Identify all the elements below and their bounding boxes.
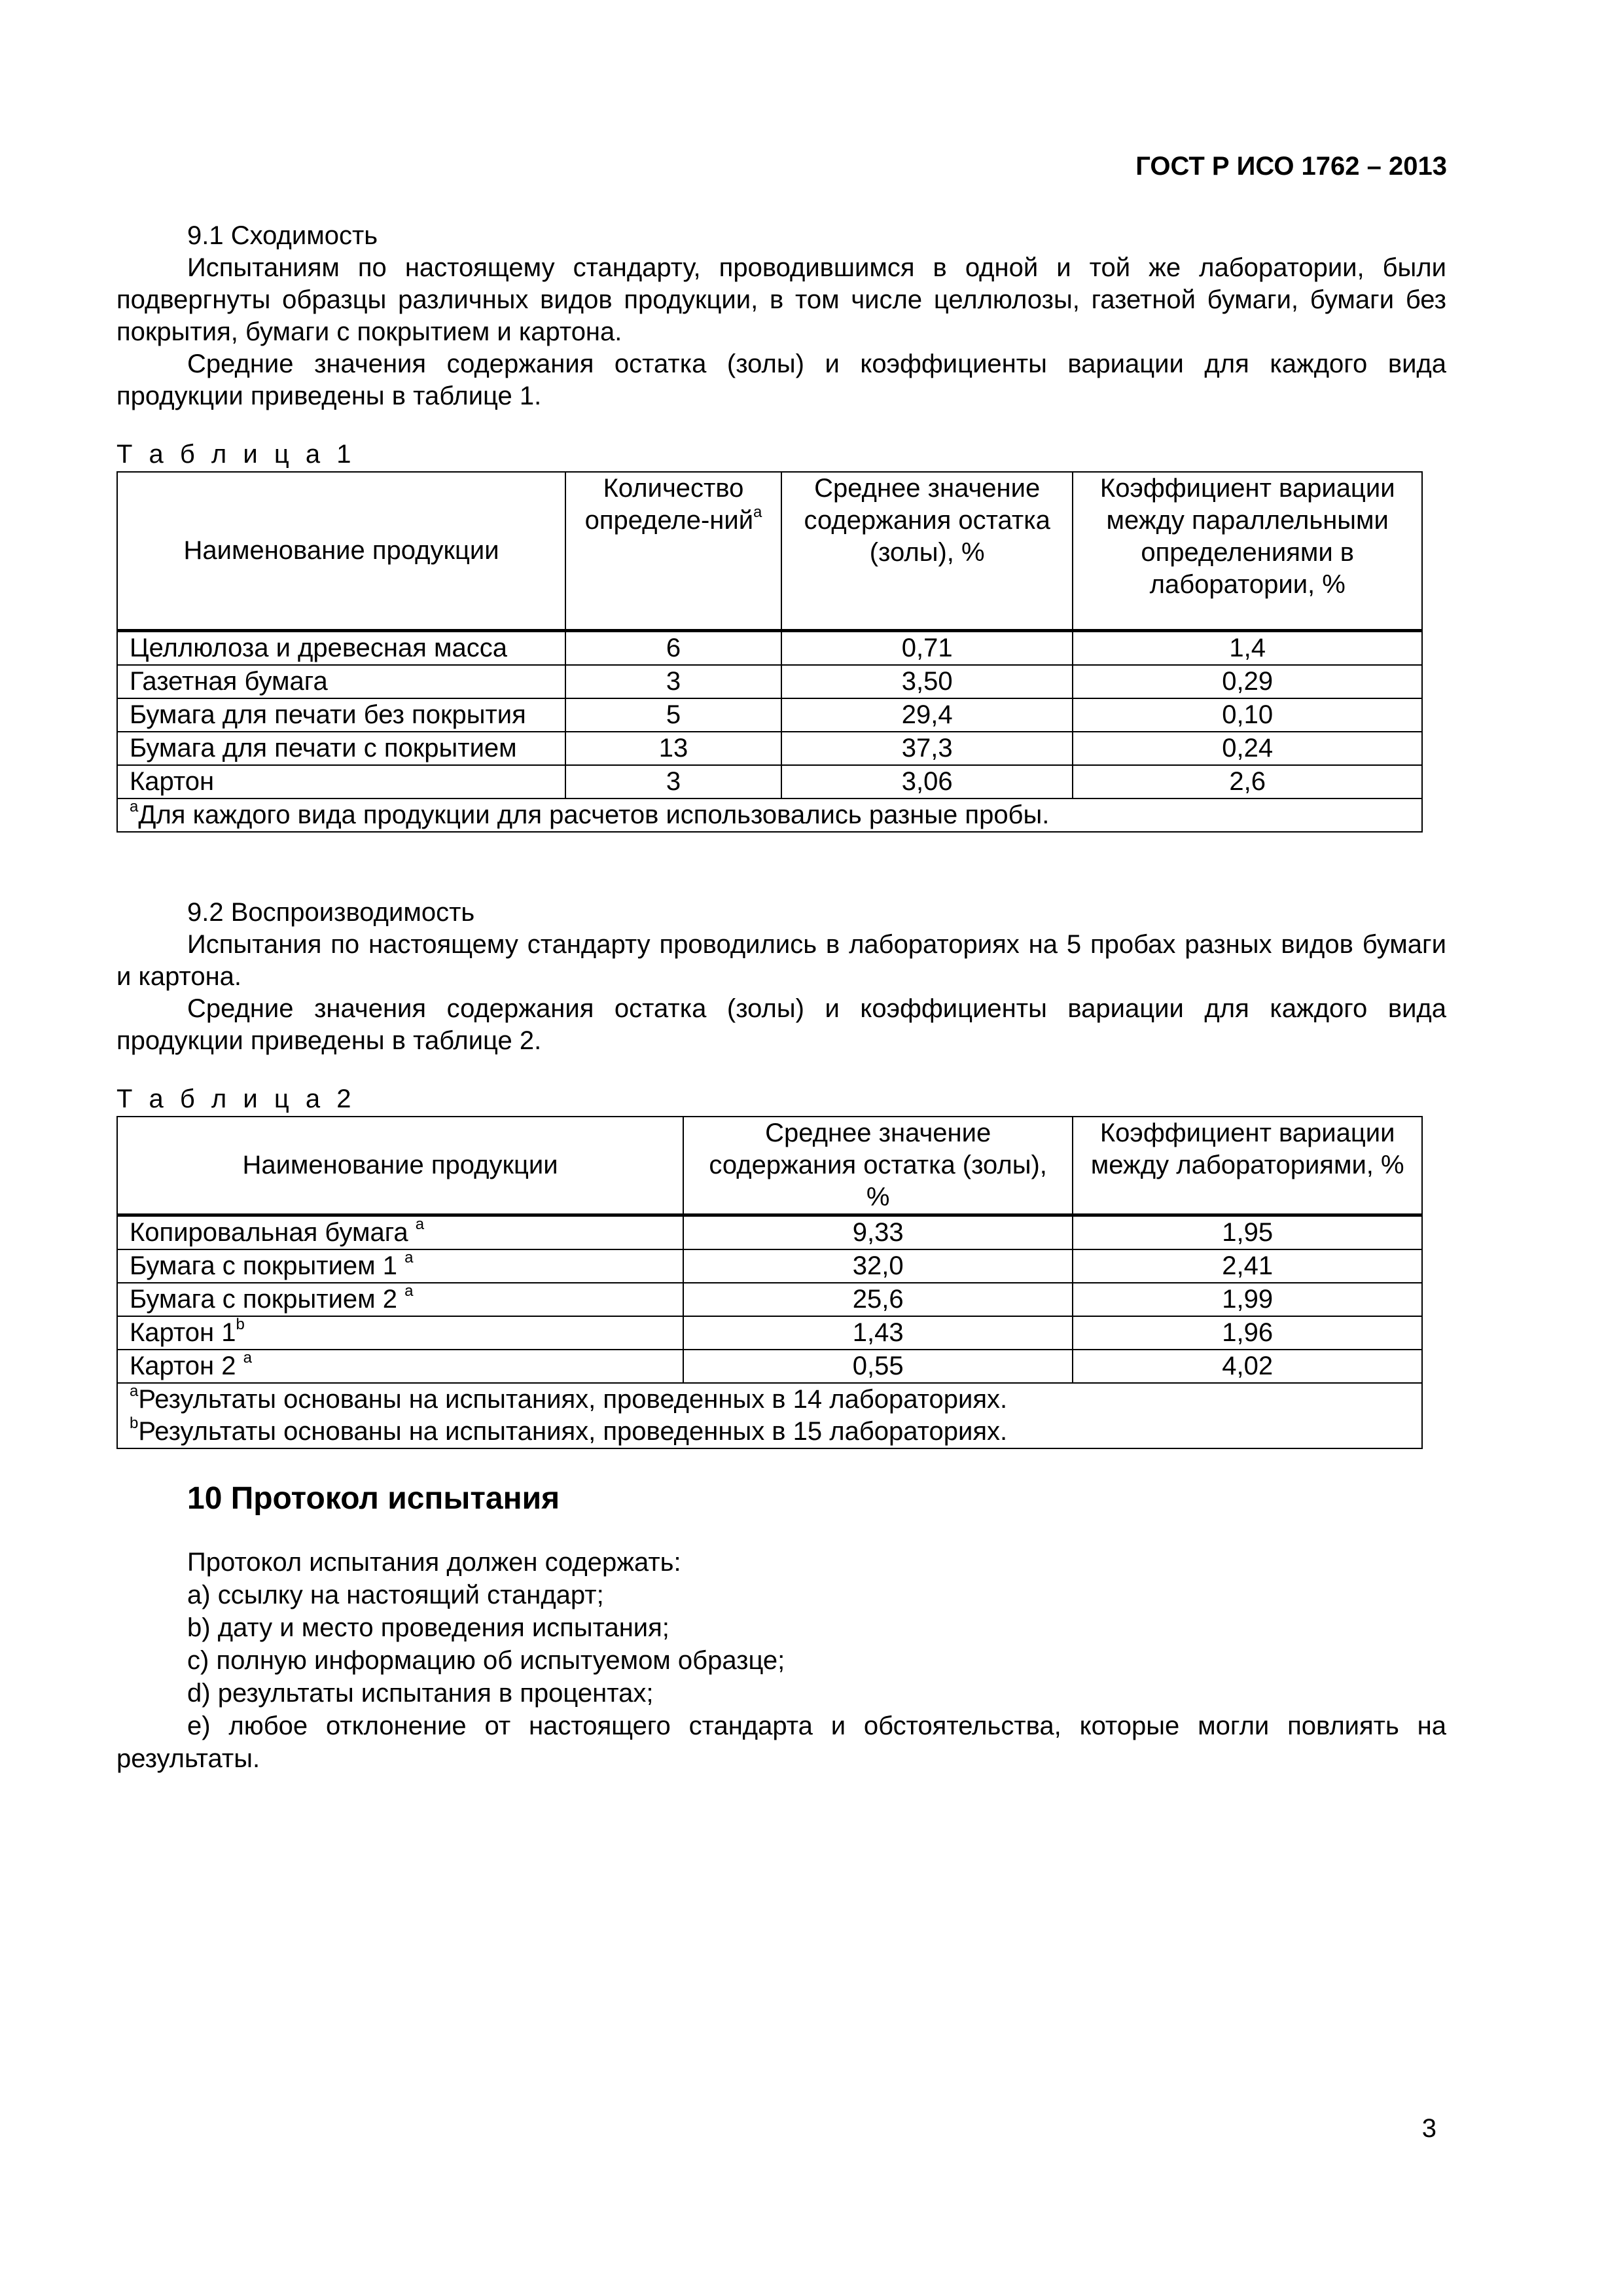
table-row — [117, 1283, 1422, 1316]
table-row — [117, 665, 1422, 698]
table-row — [117, 1316, 1422, 1350]
cell-cv: 0,10 — [1073, 698, 1422, 732]
paragraph: Испытаниям по настоящему стандарту, проводившимся в одной и той же лаборатории, были подвергнуты образцы различных видов продукции, в том числе целлюлозы, газетной бумаги, бумаги без покрытия, бумаги с покрытием и картона. — [116, 253, 1446, 346]
section-title: 9.2 Воспроизводимость — [187, 898, 475, 927]
cell-cv: 2,6 — [1073, 765, 1422, 798]
cell-name: Копировальная бумага $^а$ — [117, 1215, 683, 1250]
cell-mean: 1,43 — [683, 1316, 1073, 1350]
table-1 — [116, 471, 1423, 833]
table-row — [117, 1215, 1422, 1250]
list-item: c) полную информацию об испытуемом образце; — [187, 1646, 785, 1675]
list-item: e) любое отклонение от настоящего стандарта и обстоятельства, которые могли повлиять на результаты. — [116, 1712, 1446, 1773]
table-footnote: $^а$Результаты основаны на испытаниях, проведенных в 14 лабораториях. $^b$Результаты основаны на испытаниях, проведенных в 15 лабораториях. — [117, 1383, 1422, 1448]
cell-name: Газетная бумага — [117, 665, 565, 698]
cell-cv: 1,99 — [1073, 1283, 1422, 1316]
paragraph: Средние значения содержания остатка (золы) и коэффициенты вариации для каждого вида продукции приведены в таблице 1. — [116, 350, 1446, 410]
table-row — [117, 765, 1422, 798]
cell-cv: 0,24 — [1073, 732, 1422, 765]
table-row — [117, 698, 1422, 732]
cell-cv: 2,41 — [1073, 1249, 1422, 1283]
cell-mean: 0,55 — [683, 1350, 1073, 1383]
cell-count: 3 — [565, 665, 781, 698]
section-title: 9.1 Сходимость — [187, 221, 378, 250]
cell-mean: 25,6 — [683, 1283, 1073, 1316]
table-caption: Т а б л и ц а 2 — [116, 1085, 356, 1113]
cell-mean: 29,4 — [781, 698, 1073, 732]
paragraph: Испытания по настоящему стандарту проводились в лабораториях на 5 пробах разных видов бумаги и картона. — [116, 930, 1446, 991]
cell-count: 13 — [565, 732, 781, 765]
cell-count: 3 — [565, 765, 781, 798]
cell-cv: 4,02 — [1073, 1350, 1422, 1383]
table-header-row — [117, 1117, 1422, 1215]
cell-mean: 3,06 — [781, 765, 1073, 798]
list-item: a) ссылку на настоящий стандарт; — [187, 1581, 604, 1609]
section-9-1 — [116, 220, 1446, 412]
table-caption: Т а б л и ц а 1 — [116, 440, 356, 469]
cell-mean: 37,3 — [781, 732, 1073, 765]
page-number: 3 — [1421, 2114, 1436, 2143]
cell-name: Бумага для печати с покрытием — [117, 732, 565, 765]
cell-cv: 1,95 — [1073, 1215, 1422, 1250]
cell-mean: 32,0 — [683, 1249, 1073, 1283]
table-footnote-row — [117, 1383, 1422, 1448]
section-10-heading: 10 Протокол испытания — [187, 1481, 560, 1516]
table-2 — [116, 1116, 1423, 1449]
header-cell: Среднее значение содержания остатка (золы), % — [781, 472, 1073, 630]
table-row — [117, 1350, 1422, 1383]
list-item: d) результаты испытания в процентах; — [187, 1679, 654, 1708]
cell-mean: 0,71 — [781, 630, 1073, 665]
cell-name: Картон 1$^b$ — [117, 1316, 683, 1350]
section-10-body — [116, 1546, 1446, 1775]
table-row — [117, 630, 1422, 665]
table-row — [117, 1249, 1422, 1283]
cell-cv: 0,29 — [1073, 665, 1422, 698]
cell-cv: 1,4 — [1073, 630, 1422, 665]
header-cell: Коэффициент вариации между лабораториями, % — [1073, 1117, 1422, 1215]
table-header-row — [117, 472, 1422, 630]
cell-name: Бумага с покрытием 1 $^а$ — [117, 1249, 683, 1283]
header-cell: Наименование продукции — [117, 1117, 683, 1215]
cell-name: Картон 2 $^а$ — [117, 1350, 683, 1383]
cell-count: 5 — [565, 698, 781, 732]
header-cell: Наименование продукции — [117, 472, 565, 630]
paragraph: Протокол испытания должен содержать: — [187, 1548, 681, 1577]
table-footnote-row — [117, 798, 1422, 832]
cell-name: Целлюлоза и древесная масса — [117, 630, 565, 665]
cell-mean: 9,33 — [683, 1215, 1073, 1250]
cell-cv: 1,96 — [1073, 1316, 1422, 1350]
standard-code: ГОСТ Р ИСО 1762 – 2013 — [1135, 152, 1447, 181]
header-cell: Количество определе-ний$^а$ — [565, 472, 781, 630]
list-item: b) дату и место проведения испытания; — [187, 1613, 669, 1642]
cell-mean: 3,50 — [781, 665, 1073, 698]
cell-name: Бумага для печати без покрытия — [117, 698, 565, 732]
section-9-2 — [116, 897, 1446, 1057]
cell-count: 6 — [565, 630, 781, 665]
paragraph: Средние значения содержания остатка (золы) и коэффициенты вариации для каждого вида продукции приведены в таблице 2. — [116, 994, 1446, 1055]
cell-name: Картон — [117, 765, 565, 798]
table-footnote: $^а$Для каждого вида продукции для расчетов использовались разные пробы. — [117, 798, 1422, 832]
cell-name: Бумага с покрытием 2 $^а$ — [117, 1283, 683, 1316]
header-cell: Среднее значение содержания остатка (золы), % — [683, 1117, 1073, 1215]
header-cell: Коэффициент вариации между параллельными определениями в лаборатории, % — [1073, 472, 1422, 630]
table-row — [117, 732, 1422, 765]
